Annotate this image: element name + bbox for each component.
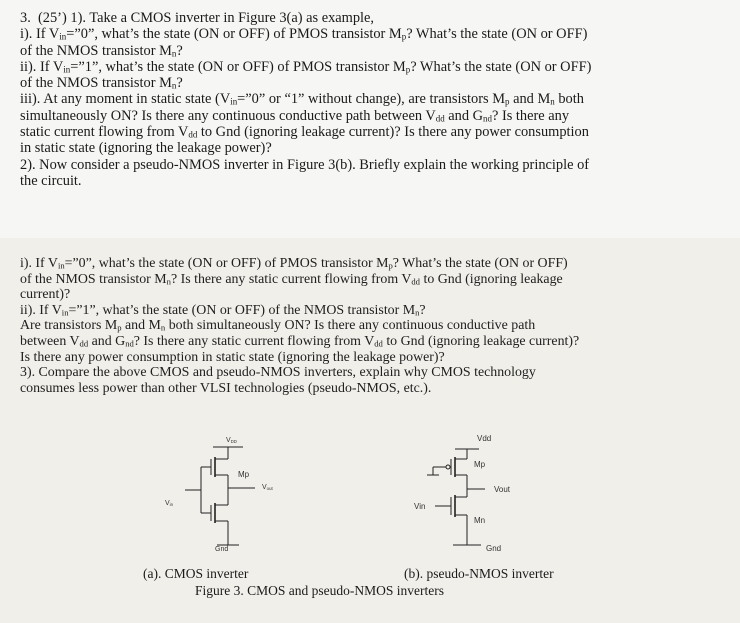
part2-line2: the circuit. — [20, 172, 82, 189]
part3-line2: consumes less power than other VLSI technologies (pseudo-NMOS, etc.). — [20, 380, 432, 396]
part3-line1: 3). Compare the above CMOS and pseudo-NMOS inverters, explain why CMOS technology — [20, 365, 536, 381]
a-mp-label: Mp — [238, 470, 250, 479]
question-3-text — [20, 10, 725, 189]
part2-ii-line2: Are transistors $M_p$ and $M_n$ both simultaneously ON? Is there any continuous conductive path — [20, 318, 536, 334]
b-vout-label: Vout — [494, 485, 511, 494]
part2-ii-line3: between $V_{dd}$ and $G_{nd}$? Is there any static current flowing from $V_{dd}$ to Gnd (ignoring leakage current)? — [20, 333, 580, 349]
b-vin-label: Vin — [414, 502, 426, 511]
part1-intro: 1). Take a CMOS inverter in Figure 3(a) as example, — [70, 10, 375, 26]
part2-i-line3: current)? — [20, 287, 71, 303]
a-vout-label: $V_{out}$ — [262, 484, 273, 491]
b-gnd-label: Gnd — [486, 544, 502, 553]
caption-a: (a). CMOS inverter — [143, 566, 249, 581]
b-vdd-label: Vdd — [477, 434, 492, 443]
part1-iii-line1: iii). At any moment in static state ($V_{in}=”0$” or “1” without change), are transistors $M_p$ and $M_n$ both — [20, 91, 584, 108]
question-text-section — [0, 0, 740, 238]
part2-ii-line1: ii). If $V_{in}=”1$”, what’s the state (ON or OFF) of the NMOS transistor $M_n$? — [20, 302, 426, 318]
a-vdd-label: $V_{DD}$ — [226, 437, 237, 444]
question-header-line — [20, 10, 725, 26]
part1-i-line1: i). If $V_{in}=”0$”, what’s the state (ON or OFF) of PMOS transistor $M_p$? What’s the state (ON or OFF) — [20, 26, 588, 43]
b-mp-label: Mp — [474, 460, 486, 469]
part1-iii-line4: in static state (ignoring the leakage power)? — [20, 140, 272, 157]
part1-iii-line2: simultaneously ON? Is there any continuous conductive path between $V_{dd}$ and $G_{nd}$? Is there any — [20, 107, 570, 124]
question-points: (25’) — [38, 10, 67, 26]
figure-caption: Figure 3. CMOS and pseudo-NMOS inverters — [195, 583, 444, 598]
a-vin-label: $V_{in}$ — [165, 500, 174, 507]
part1-ii-line1: ii). If $V_{in}=”1$”, what’s the state (ON or OFF) of PMOS transistor $M_p$? What’s the state (ON or OFF) — [20, 58, 592, 75]
b-mn-label: Mn — [474, 516, 486, 525]
question-number: 3. — [20, 10, 31, 26]
part2-i-line1: i). If $V_{in}=”0$”, what’s the state (ON or OFF) of PMOS transistor $M_p$? What’s the state (ON or OFF) — [20, 256, 568, 271]
part1-ii-line2: of the NMOS transistor $M_n$? — [20, 75, 183, 92]
part2-ii-line4: Is there any power consumption in static state (ignoring the leakage power)? — [20, 349, 445, 365]
part1-i-line2: of the NMOS transistor $M_n$? — [20, 42, 183, 59]
part2-line1: 2). Now consider a pseudo-NMOS inverter in Figure 3(b). Briefly explain the working principle of — [20, 156, 590, 173]
part1-iii-line3: static current flowing from $V_{dd}$ to Gnd (ignoring leakage current)? Is there any power consumption — [20, 124, 589, 141]
part2-subquestions — [20, 256, 720, 396]
part2-i-line2: of the NMOS transistor $M_n$? Is there any static current flowing from $V_{dd}$ to Gnd (ignoring leakage — [20, 271, 563, 287]
a-gnd-label: Gnd — [215, 546, 229, 553]
caption-b: (b). pseudo-NMOS inverter — [404, 566, 554, 581]
scanned-question-section — [0, 238, 740, 623]
